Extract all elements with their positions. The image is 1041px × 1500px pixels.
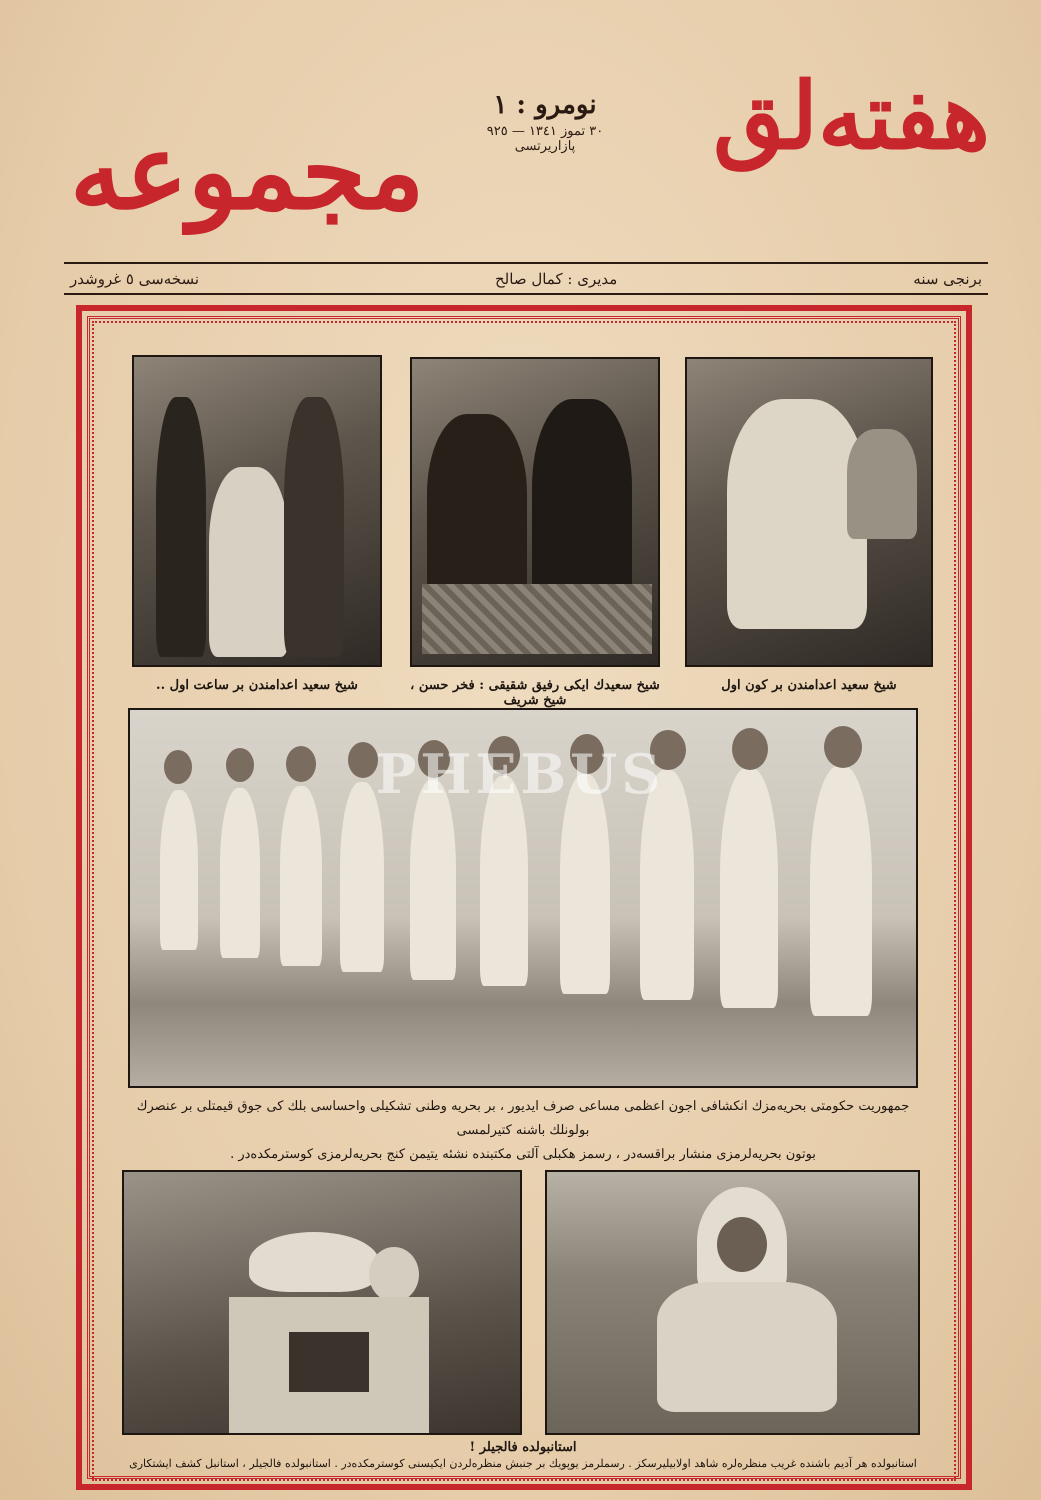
watermark-text: PHEBUS [375, 742, 665, 806]
header-rule-top [64, 262, 988, 264]
price-label: نسخه‌سى ٥ غروشدر [70, 270, 200, 288]
caption-bottom-head: استانبولده فالجيلر ! [469, 1440, 577, 1455]
info-row [70, 266, 982, 292]
header-rule-bottom [64, 293, 988, 295]
masthead-title-right: هفته‌لق [713, 62, 990, 170]
photo-pigeon-stand [122, 1170, 522, 1435]
photo-top-right [685, 357, 933, 667]
year-label: برنجى سنه [913, 270, 982, 288]
caption-bottom-text: استانبولده هر آديم باشنده غريب منظره‌لره شاهد اولابيليرسكز . رسملرمز يوپويك بر جنبش منظره‌لردن ايكيسنى كوسترمكده‌در . استانبولده فالجيلر ، استانبل كشف ايشتكارى [129, 1457, 917, 1470]
issue-box [470, 90, 620, 154]
photo-fortune-teller [545, 1170, 920, 1435]
masthead-title-left: مجموعه [70, 110, 425, 233]
caption-marching-line2: بوتون بحريه‌لرمزى منشار براقسه‌در ، رسمز هكبلى آلتى مكتبنده نشئه‌ يتيمن كنج بحريه‌لرمزى كوسترمكده‌در . [230, 1147, 816, 1162]
issue-number: نومرو : ١ [493, 90, 597, 120]
caption-top-middle: شيخ سعيدك ايكى رفيق شقيقى : فخر حسن ، شيخ شريف [410, 678, 660, 708]
caption-top-right: شيخ سعيد اعدامندن بر كون اول [721, 678, 897, 693]
caption-marching [128, 1095, 918, 1167]
issue-date: ٣٠ تموز ١٣٤١ — ٩٢٥ پازاريرتسى [486, 124, 604, 154]
caption-bottom [128, 1440, 918, 1472]
director-label: مديرى : كمال صالح [495, 270, 618, 288]
photo-top-middle [410, 357, 660, 667]
masthead [60, 40, 990, 240]
caption-marching-line1: جمهوريت حكومتى بحريه‌مزك انكشافى اجون اعظمى مساعى صرف ايديور ، بر بحريه وطنى تشكيلى واحساسى بلك كى جوق قيمتلى بر عنصرك بولونلك باشنه كتيرلمسى [136, 1099, 910, 1138]
photo-top-left [132, 355, 382, 667]
caption-top-left: شيخ سعيد اعدامندن بر ساعت اول .. [156, 678, 358, 693]
